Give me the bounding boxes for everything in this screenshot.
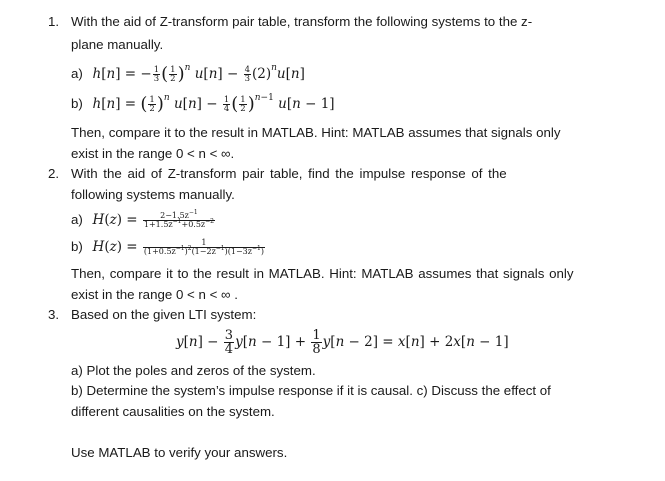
question-2-number: 2. — [48, 166, 60, 181]
question-3-part-b-line1: b) Determine the system’s impulse response if it is causal. c) Discuss the effect of — [71, 383, 551, 398]
question-1-outro-line2: exist in the range 0 < n < ∞. — [71, 146, 235, 161]
question-2-part-b-label: b) — [71, 239, 83, 254]
question-3-intro: Based on the given LTI system: — [71, 307, 257, 322]
question-2-outro-line1: Then, compare it to the result in MATLAB. Hint: MATLAB assumes that signals only — [71, 266, 574, 281]
question-3-number: 3. — [48, 307, 60, 322]
question-2-outro-line2: exist in the range 0 < n < ∞ . — [71, 287, 238, 302]
question-2-part-a-label: a) — [71, 212, 83, 227]
question-1-part-a-label: a) — [71, 66, 83, 81]
question-1-outro-line1: Then, compare it to the result in MATLAB. Hint: MATLAB assumes that signals only — [71, 125, 561, 140]
question-2-intro-line2: following systems manually. — [71, 187, 235, 202]
question-2-intro-line1: With the aid of Z-transform pair table, find the impulse response of the — [71, 166, 507, 181]
question-2-part-b — [71, 234, 266, 260]
question-2-part-a — [71, 207, 216, 233]
question-1-part-b-label: b) — [71, 96, 83, 111]
question-1-number: 1. — [48, 14, 60, 29]
equation-2b: H(z) = $\frac{1}{(1+0.5z^{-1})^2(1-2z^{-1})(1-3z^{-1})}$ — [92, 238, 264, 256]
question-1-part-b — [71, 91, 335, 117]
question-1-intro-line1: With the aid of Z-transform pair table, transform the following systems to the z- — [71, 14, 533, 29]
question-3-difference-equation — [176, 326, 509, 358]
equation-3: y[n] − $\frac{3}{4}$ y[n − 1] + $\frac{1}{8}$ y[n − 2] = x[n] + 2x[n − 1] — [176, 328, 509, 357]
equation-2a: H(z) = $\frac{2-1.5z^{-1}}{1+1.5z^{-1}+0.5z^{-2}}$ — [92, 209, 214, 229]
footer-instruction: Use MATLAB to verify your answers. — [71, 445, 288, 460]
question-3-part-b-line2: different causalities on the system. — [71, 404, 275, 419]
question-3-part-a: a) Plot the poles and zeros of the system. — [71, 363, 316, 378]
question-1-intro-line2: plane manually. — [71, 37, 164, 52]
question-1-part-a — [71, 61, 305, 87]
equation-1b: h[n] = ( $\frac{1}{2}$ )$^n$ u[n] − $\frac{1}{4}$ ( $\frac{1}{2}$ )$^{n-1}$ u[n − 1] — [92, 93, 335, 115]
equation-1a: h[n] = − $\frac{1}{3}$ ( $\frac{1}{2}$ )$^n$ u[n] − $\frac{4}{3}$ $(2)^nu[n]$ — [92, 63, 305, 85]
